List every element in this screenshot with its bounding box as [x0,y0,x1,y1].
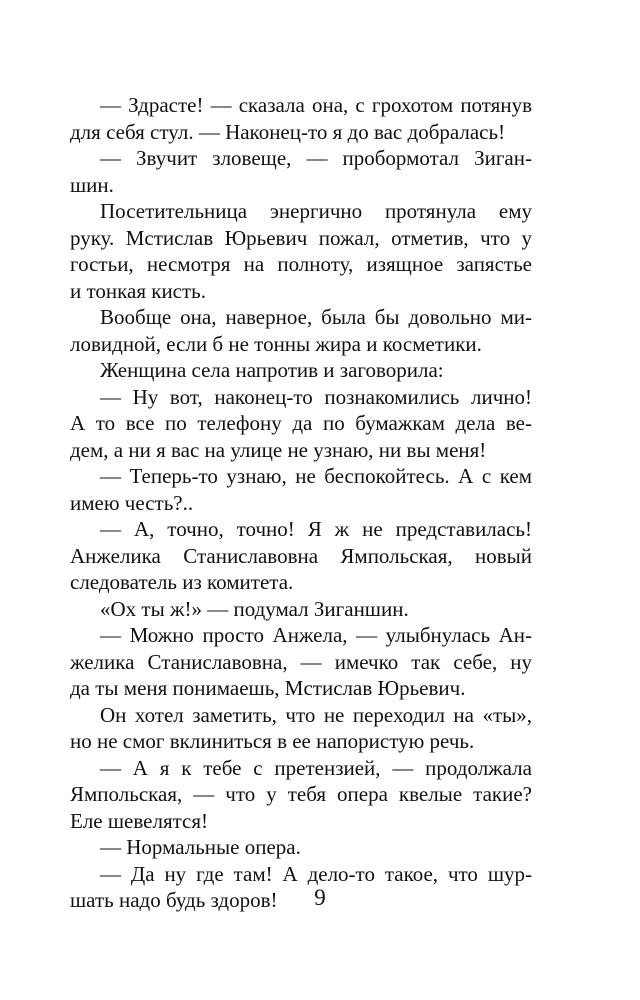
text-line: — Ну вот, наконец-то познакомились лично! [100,384,532,409]
text-line: гостьи, несмотря на полноту, изящное запястье [70,252,532,276]
text-line: — Можно просто Анжела, — улыбнулась Ан- [100,623,532,647]
text-line: Женщина села напротив и заговорила: [100,358,444,382]
text-line: и тонкая кисть. [70,278,207,303]
text-line: — А, точно, точно! Я ж не представилась! [100,517,532,541]
text-line: но не смог вклиниться в ее напористую речь. [70,729,475,753]
text-line: Анжелика Станиславовна Ямпольская, новый [70,543,532,568]
body-text [70,92,532,914]
text-line: — Звучит зловеще, — пробормотал Зиган- [100,146,532,170]
text-line: Вообще она, наверное, была бы довольно ми- [100,305,532,329]
text-line: дем, а ни я вас на улице не узнаю, ни вы меня! [70,437,487,462]
text-line: шать надо будь здоров! [70,888,278,912]
text-line: руку. Мстислав Юрьевич пожал, отметив, что у [70,225,532,250]
text-line: — Да ну где там! А дело-то такое, что шур- [100,861,532,886]
text-line: Еле шевелятся! [70,808,209,833]
text-line: «Ох ты ж!» — подумал Зиганшин. [100,596,409,621]
text-line: да ты меня понимаешь, Мстислав Юрьевич. [70,676,466,700]
text-line: для себя стул. — Наконец-то я до вас добралась! [70,119,506,144]
text-line: Посетительница энергично протянула ему [100,199,532,223]
text-line: — Нормальные опера. [100,835,301,859]
text-line: — Здрасте! — сказала она, с грохотом потянув [100,93,532,117]
text-line: — А я к тебе с претензией, — продолжала [100,755,532,780]
text-line: следователь из комитета. [70,570,294,594]
text-line: шин. [70,172,114,197]
text-line: Он хотел заметить, что не переходил на «ты», [100,702,532,727]
text-line: ловидной, если б не тонны жира и косметики. [70,331,482,356]
text-line: — Теперь-то узнаю, не беспокойтесь. А с кем [100,464,532,488]
text-line: Ямпольская, — что у тебя опера квелые такие? [70,782,532,806]
text-line: имею честь?.. [70,490,194,515]
text-line: желика Станиславовна, — имечко так себе, ну [70,649,532,674]
text-line: А то все по телефону да по бумажкам дела ве- [70,411,532,435]
page-number: 9 [314,885,326,910]
